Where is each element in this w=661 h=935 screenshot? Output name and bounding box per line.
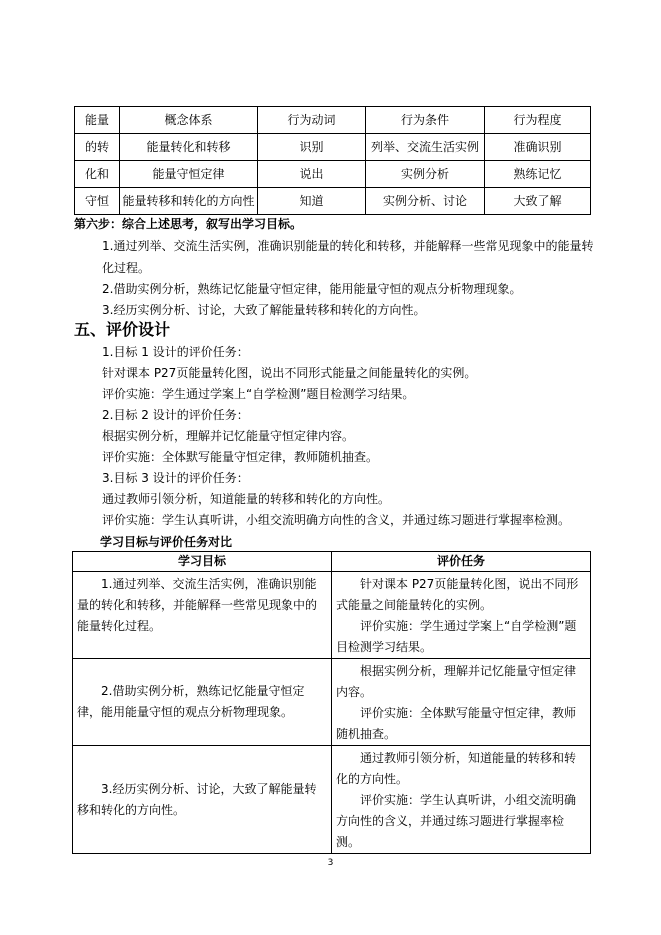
table-row [73,659,591,746]
table-row [75,188,591,215]
task-text: 根据实例分析，理解并记忆能量守恒定律内容。 [336,664,577,699]
goal-3: 3.经历实例分析、讨论，大致了解能量转移和转化的方向性。 [102,303,426,317]
table-cell: 能量转化和转移 [120,134,258,161]
comparison-table [72,551,591,854]
task-3-heading: 3.目标 3 设计的评价任务： [102,471,249,485]
task-2-heading: 2.目标 2 设计的评价任务： [102,408,249,422]
row-header-cell: 的转 [75,134,120,161]
row-header-cell: 守恒 [75,188,120,215]
column-header: 学习目标 [73,552,332,572]
goal-2: 2.借助实例分析，熟练记忆能量守恒定律，能用能量守恒的观点分析物理现象。 [102,282,522,296]
table-cell: 准确识别 [485,134,591,161]
table-row [73,572,591,659]
row-header-cell: 化和 [75,161,120,188]
column-header: 行为程度 [485,107,591,134]
table-cell: 能量守恒定律 [120,161,258,188]
column-header: 行为动词 [258,107,366,134]
table-row [73,746,591,854]
table-cell: 说出 [258,161,366,188]
goal-cell [73,746,332,854]
goal-1-line-1: 1.通过列举、交流生活实例，准确识别能量的转化和转移，并能解释一些常见现象中的能量转 [102,239,594,253]
task-text: 通过教师引领分析，知道能量的转移和转化的方向性。 [336,751,577,786]
concept-table [74,106,591,215]
task-implementation: 评价实施：全体默写能量守恒定律，教师随机抽查。 [336,706,577,741]
column-header: 行为条件 [366,107,485,134]
task-1-implementation: 评价实施：学生通过学案上“自学检测”题目检测学习结果。 [102,387,415,401]
row-header-cell: 能量 [75,107,120,134]
column-header: 概念体系 [120,107,258,134]
table-cell: 识别 [258,134,366,161]
task-3-text: 通过教师引领分析，知道能量的转移和转化的方向性。 [102,492,391,506]
task-1-heading: 1.目标 1 设计的评价任务： [102,345,249,359]
table-cell: 知道 [258,188,366,215]
column-header: 评价任务 [332,552,591,572]
goal-text: 2.借助实例分析，熟练记忆能量守恒定律，能用能量守恒的观点分析物理现象。 [77,684,305,719]
task-1-text: 针对课本 P27页能量转化图，说出不同形式能量之间能量转化的实例。 [102,366,477,380]
task-cell [332,572,591,659]
task-cell [332,746,591,854]
goal-1-line-2: 化过程。 [102,261,151,275]
table-cell: 实例分析 [366,161,485,188]
goal-cell [73,659,332,746]
task-2-text: 根据实例分析，理解并记忆能量守恒定律内容。 [102,429,355,443]
table-row [75,134,591,161]
table-cell: 列举、交流生活实例 [366,134,485,161]
table-row [75,161,591,188]
task-cell [332,659,591,746]
task-3-implementation: 评价实施：学生认真听讲，小组交流明确方向性的含义，并通过练习题进行掌握率检测。 [102,513,571,527]
goal-text: 1.通过列举、交流生活实例，准确识别能量的转化和转移，并能解释一些常见现象中的能量转化过程。 [77,577,318,633]
table-caption: 学习目标与评价任务对比 [100,535,233,549]
page-number: 3 [327,858,334,868]
table-cell: 熟练记忆 [485,161,591,188]
goal-text: 3.经历实例分析、讨论，大致了解能量转移和转化的方向性。 [77,781,317,817]
table-cell: 实例分析、讨论 [366,188,485,215]
table-cell: 大致了解 [485,188,591,215]
table-row [75,107,591,134]
task-text: 针对课本 P27页能量转化图，说出不同形式能量之间能量转化的实例。 [336,577,579,612]
task-2-implementation: 评价实施：全体默写能量守恒定律，教师随机抽查。 [102,450,379,464]
task-implementation: 评价实施：学生通过学案上“自学检测”题目检测学习结果。 [336,619,577,654]
step6-title: 第六步：综合上述思考，叙写出学习目标。 [74,217,303,231]
table-header-row [73,552,591,572]
table-cell: 能量转移和转化的方向性 [120,188,258,215]
task-implementation: 评价实施：学生认真听讲，小组交流明确方向性的含义，并通过练习题进行掌握率检测。 [336,793,577,849]
section-heading: 五、评价设计 [74,320,171,339]
goal-cell [73,572,332,659]
